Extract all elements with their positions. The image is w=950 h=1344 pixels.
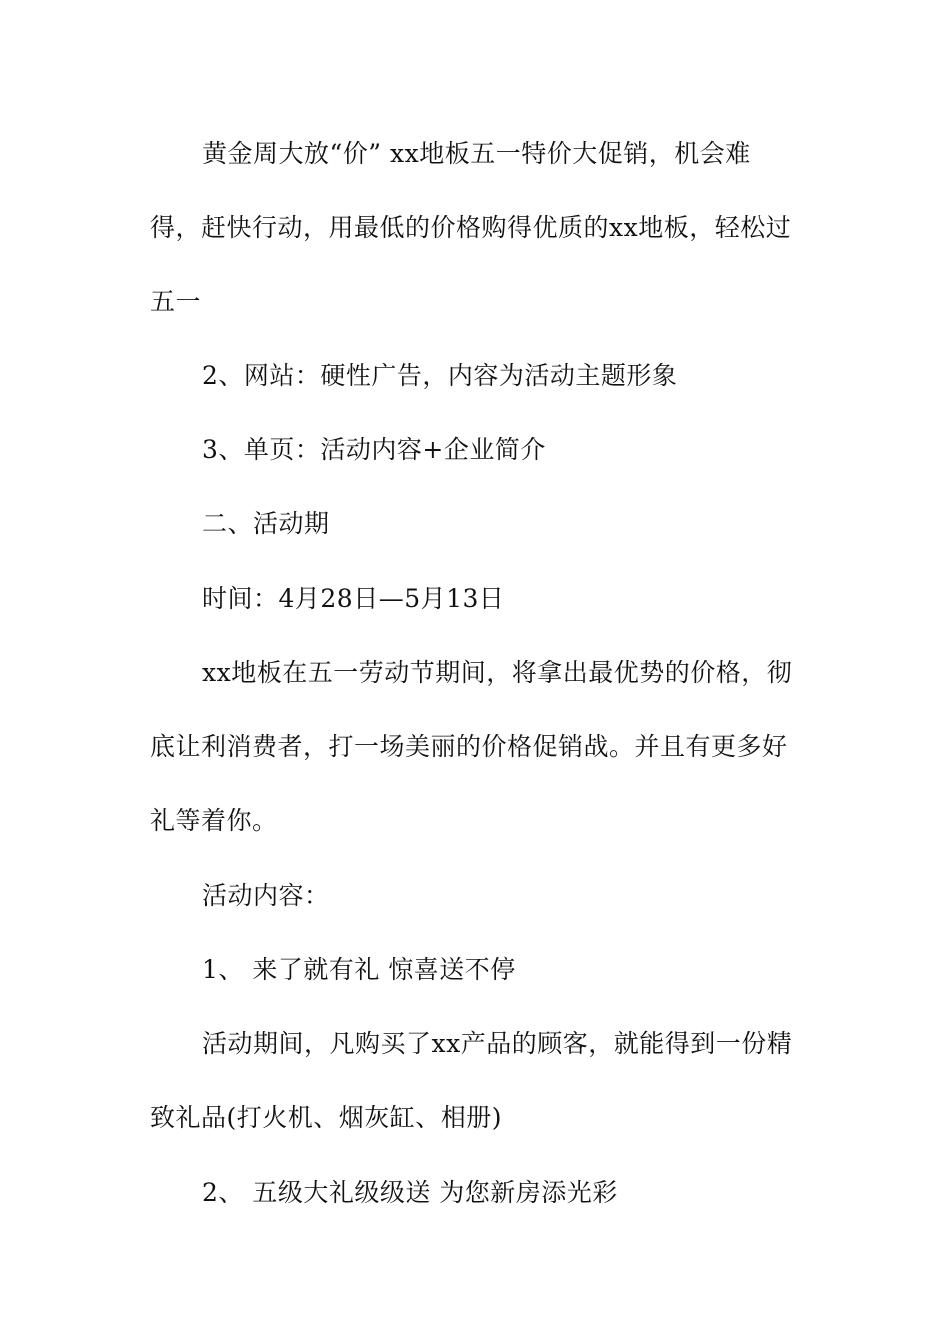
activity-item-1-title: 1、 来了就有礼 惊喜送不停: [202, 955, 516, 984]
item-website: 2、网站：硬性广告，内容为活动主题形象: [202, 361, 678, 390]
section-heading-activity-period: 二、活动期: [202, 509, 330, 538]
paragraph-promo-line-2: 得，赶快行动，用最低的价格购得优质的xx地板，轻松过: [150, 213, 792, 242]
paragraph-intro-line-1: xx地板在五一劳动节期间，将拿出最优势的价格，彻: [202, 658, 793, 687]
paragraph-intro-line-2: 底让利消费者，打一场美丽的价格促销战。并且有更多好: [150, 732, 788, 761]
item-flyer: 3、单页：活动内容+企业简介: [202, 435, 546, 464]
paragraph-promo-line-1: 黄金周大放“价” xx地板五一特价大促销，机会难: [202, 139, 751, 168]
paragraph-promo-line-3: 五一: [150, 287, 202, 316]
activity-content-heading: 活动内容：: [202, 881, 330, 910]
activity-time: 时间：4月28日—5月13日: [202, 584, 505, 613]
paragraph-intro-line-3: 礼等着你。: [150, 806, 278, 835]
activity-item-1-line-1: 活动期间，凡购买了xx产品的顾客，就能得到一份精: [202, 1029, 793, 1058]
activity-item-2-title: 2、 五级大礼级级送 为您新房添光彩: [202, 1178, 618, 1207]
activity-item-1-line-2: 致礼品(打火机、烟灰缸、相册): [150, 1103, 503, 1132]
